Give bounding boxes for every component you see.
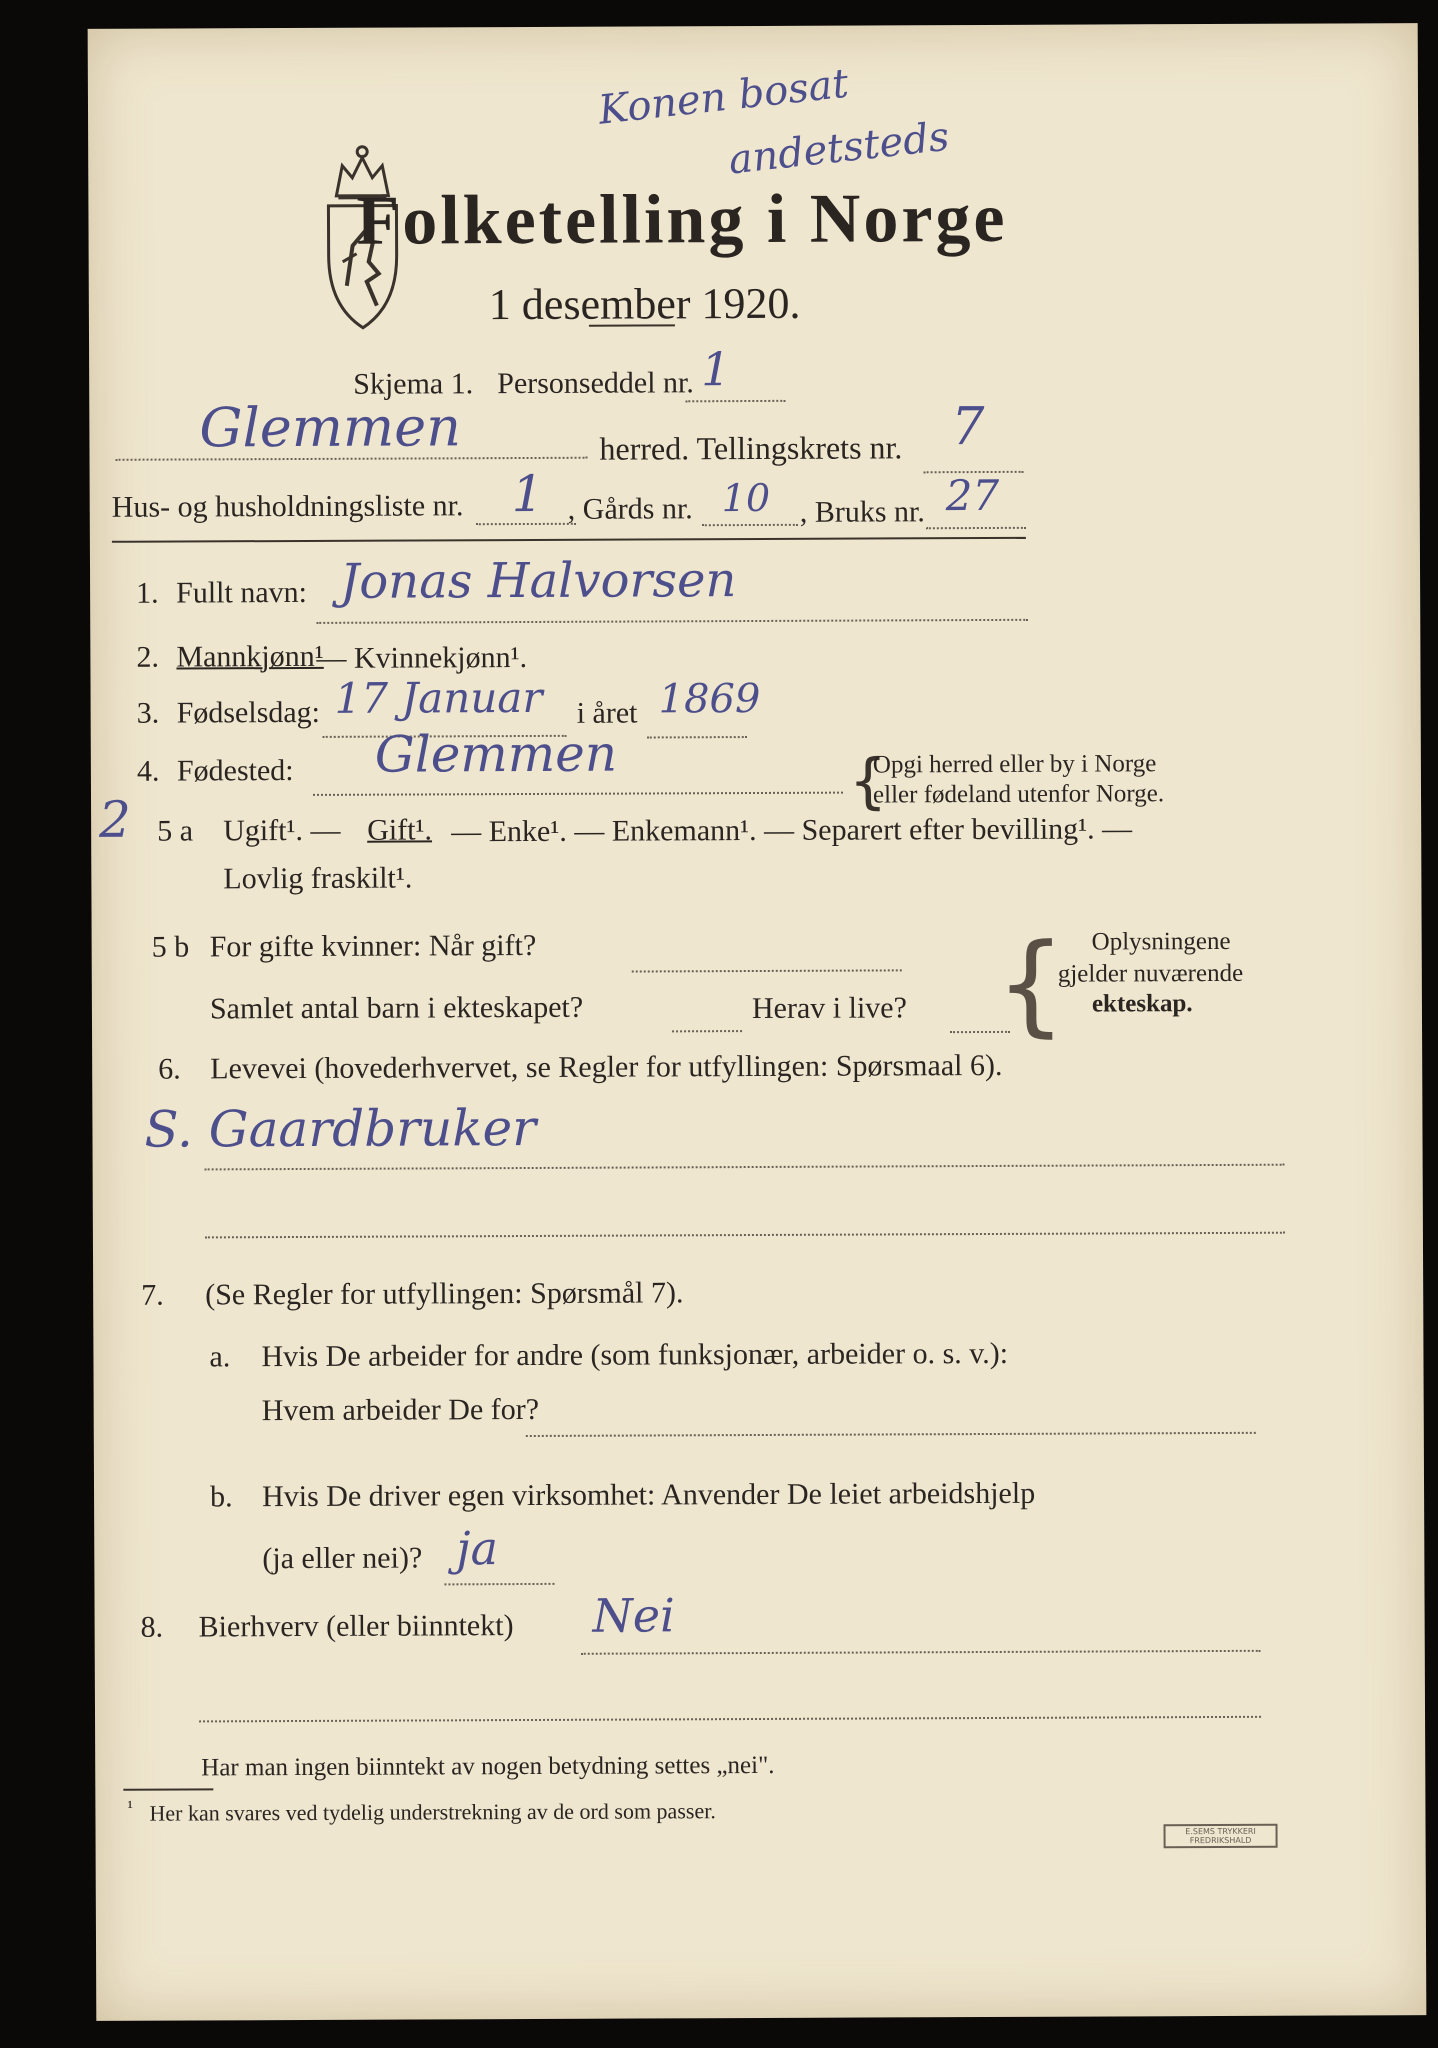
occupation-field-line-2 (205, 1232, 1285, 1239)
q6-label: Levevei (hovederhvervet, se Regler for utfyllingen: Spørsmaal 6). (210, 1048, 1003, 1086)
q5b-note-brace: { (995, 919, 1067, 1048)
q2-number: 2. (136, 640, 159, 674)
no-income-note: Har man ingen biinntekt av nogen betydning settes „nei". (201, 1751, 775, 1782)
q5b-children-label: Samlet antal barn i ekteskapet? (209, 990, 584, 1026)
q5b-label: For gifte kvinner: Når gift? (209, 928, 537, 964)
employer-field-line (526, 1432, 1256, 1437)
q7-label: (Se Regler for utfyllingen: Spørsmål 7). (205, 1276, 684, 1312)
q6-number: 6. (158, 1052, 181, 1086)
printer-stamp-line-1: E.SEMS TRYKKERI (1185, 1826, 1256, 1837)
header-separator (112, 537, 1026, 543)
status-married-option[interactable]: Gift¹. (367, 813, 433, 847)
footnote-text: Her kan svares ved tydelig understrekning av de ord som passer. (149, 1798, 716, 1826)
hired-help-field-line (444, 1583, 554, 1585)
q5a-number: 5 a (157, 814, 194, 848)
bruks-field-line (926, 527, 1026, 529)
herred-label: herred. Tellingskrets nr. (599, 429, 903, 467)
q4-label: Fødested: (176, 754, 294, 788)
q5b-note-line-3: ekteskap. (1091, 990, 1193, 1018)
q4-note-brace: { (848, 746, 888, 817)
q5b-alive-label: Herav i live? (751, 991, 907, 1026)
q7-number: 7. (141, 1278, 164, 1312)
footnote-mark: ¹ (127, 1796, 133, 1817)
herred-value[interactable]: Glemmen (199, 395, 462, 460)
side-income-field-line-1 (581, 1650, 1261, 1655)
status-unmarried-option: Ugift¹. — (223, 813, 341, 848)
q4-note-line-1: Opgi herred eller by i Norge (872, 750, 1157, 779)
title-divider (589, 324, 675, 326)
q5b-number: 5 b (151, 930, 190, 964)
hus-field-line (476, 523, 576, 525)
status-other-options: — Enke¹. — Enkemann¹. — Separert efter bevilling¹. — (451, 812, 1133, 849)
gaards-value[interactable]: 10 (721, 475, 771, 521)
children-count-field-line (672, 1030, 742, 1032)
occupation-field-line-1 (205, 1164, 1285, 1171)
q3-number: 3. (136, 696, 160, 730)
q7b-label: Hvis De driver egen virksomhet: Anvender De leiet arbeidshjelp (261, 1476, 1036, 1514)
birthplace-field-line (313, 792, 843, 796)
gender-male-option[interactable]: Mannkjønn¹ (176, 639, 324, 674)
gender-other-options: — Kvinnekjønn¹. (316, 641, 528, 675)
q7b-letter: b. (209, 1480, 233, 1514)
birth-year-field-line (647, 736, 747, 738)
gaards-label: , Gårds nr. (567, 492, 693, 526)
bruks-label: , Bruks nr. (799, 495, 925, 529)
q7a-label: Hvis De arbeider for andre (som funksjonær, arbeider o. s. v.): (261, 1336, 1009, 1374)
occupation-value[interactable]: S. Gaardbruker (144, 1098, 537, 1159)
personseddel-label: Personseddel nr. (497, 366, 694, 401)
q7a-letter: a. (209, 1340, 231, 1374)
herred-field-line (116, 457, 588, 461)
birthplace-value[interactable]: Glemmen (374, 724, 618, 784)
q5b-note-line-2: gjelder nuværende (1057, 959, 1244, 988)
q1-number: 1. (136, 576, 159, 610)
side-income-field-line-2 (199, 1716, 1261, 1723)
hus-value[interactable]: 1 (511, 464, 544, 524)
margin-note-line-2: andetsteds (726, 113, 952, 184)
footnote-divider (123, 1788, 213, 1790)
margin-note-line-1: Konen bosat (596, 60, 851, 134)
q7a-employer-label: Hvem arbeider De for? (261, 1392, 540, 1428)
q4-number: 4. (136, 754, 160, 788)
birth-year-value[interactable]: 1869 (658, 675, 761, 723)
full-name-value[interactable]: Jonas Halvorsen (339, 552, 737, 610)
hired-help-value[interactable]: ja (456, 1521, 499, 1576)
schema-label: Skjema 1. (353, 367, 474, 401)
q3-label: Fødselsdag: (176, 695, 321, 730)
birth-date-value[interactable]: 17 Januar (334, 672, 543, 723)
status-divorced-option: Lovlig fraskilt¹. (223, 861, 413, 896)
q5b-note-line-1: Oplysningene (1091, 927, 1231, 956)
q8-label: Bierhverv (eller biinntekt) (198, 1609, 514, 1644)
tellingskrets-value[interactable]: 7 (951, 397, 985, 458)
printer-stamp-line-2: FREDRIKSHALD (1189, 1835, 1252, 1846)
q8-number: 8. (140, 1610, 164, 1644)
printer-stamp (1164, 1824, 1278, 1848)
form-title: Folketelling i Norge (356, 179, 1008, 260)
bruks-value[interactable]: 27 (945, 470, 1000, 521)
q4-note-line-2: eller fødeland utenfor Norge. (872, 780, 1165, 809)
full-name-field-line (316, 619, 1028, 624)
q3-year-label: i året (576, 696, 638, 730)
civil-status-margin-mark: 2 (98, 790, 132, 849)
side-income-value[interactable]: Nei (592, 1588, 675, 1643)
gaards-field-line (702, 524, 798, 526)
q1-label: Fullt navn: (176, 575, 308, 610)
marriage-date-field-line (632, 969, 902, 972)
census-date: 1 desember 1920. (488, 278, 801, 330)
personseddel-field-line (685, 400, 785, 402)
q7b-hired-help-label: (ja eller nei)? (262, 1541, 423, 1576)
census-form-sheet (88, 23, 1427, 2021)
personseddel-value[interactable]: 1 (701, 342, 731, 397)
hus-label: Hus- og husholdningsliste nr. (111, 489, 464, 524)
